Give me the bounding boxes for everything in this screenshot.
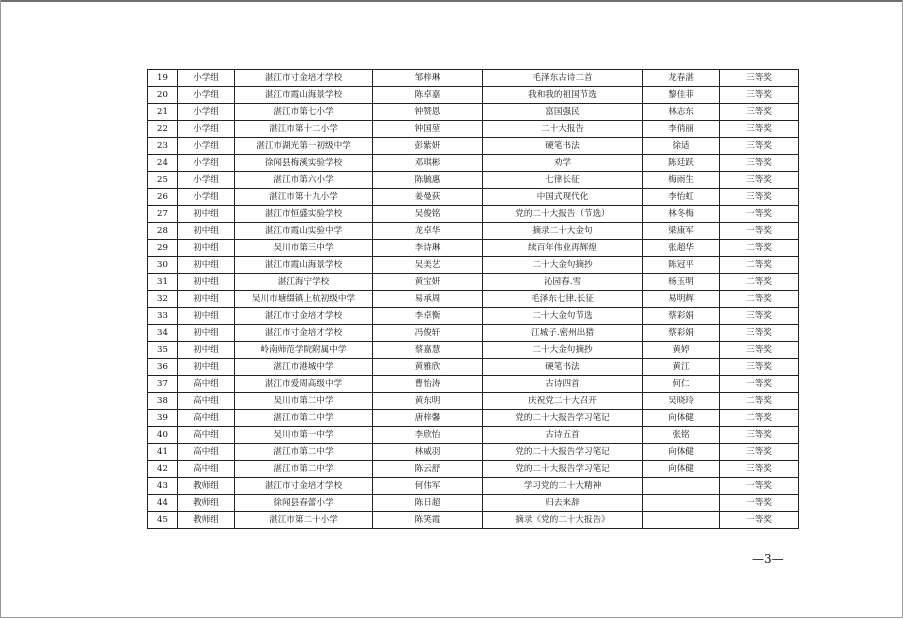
- cell-teacher-name: 吴晓玲: [643, 393, 720, 410]
- cell-school: 湛江市第十九小学: [235, 189, 373, 206]
- cell-group: 高中组: [178, 376, 235, 393]
- cell-group: 小学组: [178, 172, 235, 189]
- cell-group: 小学组: [178, 189, 235, 206]
- table-row: [148, 325, 799, 342]
- table-body: [148, 70, 799, 529]
- cell-row-index: 42: [148, 461, 178, 478]
- cell-award: 三等奖: [720, 308, 799, 325]
- cell-work-title: 二十大报告: [483, 121, 643, 138]
- cell-group: 初中组: [178, 257, 235, 274]
- cell-school: 徐闻县春蕾小学: [235, 495, 373, 512]
- cell-award: 三等奖: [720, 359, 799, 376]
- cell-award: 一等奖: [720, 495, 799, 512]
- cell-row-index: 19: [148, 70, 178, 87]
- table-row: [148, 444, 799, 461]
- cell-row-index: 29: [148, 240, 178, 257]
- cell-teacher-name: 张超华: [643, 240, 720, 257]
- cell-award: 三等奖: [720, 189, 799, 206]
- page-number: —3—: [752, 552, 784, 566]
- cell-student-name: 姜曼荻: [373, 189, 483, 206]
- cell-student-name: 唐梓馨: [373, 410, 483, 427]
- cell-school: 湛江市第二中学: [235, 410, 373, 427]
- cell-award: 三等奖: [720, 172, 799, 189]
- cell-school: 湛江市第七小学: [235, 104, 373, 121]
- table-row: [148, 87, 799, 104]
- table-row: [148, 495, 799, 512]
- cell-work-title: 硬笔书法: [483, 359, 643, 376]
- cell-award: 三等奖: [720, 138, 799, 155]
- cell-teacher-name: 张铭: [643, 427, 720, 444]
- cell-student-name: 吴美艺: [373, 257, 483, 274]
- cell-work-title: 我和我的祖国节选: [483, 87, 643, 104]
- cell-award: 三等奖: [720, 70, 799, 87]
- cell-school: 湛江市爱周高级中学: [235, 376, 373, 393]
- cell-work-title: 中国式现代化: [483, 189, 643, 206]
- cell-teacher-name: 梅雨生: [643, 172, 720, 189]
- cell-group: 高中组: [178, 444, 235, 461]
- cell-work-title: 古诗五首: [483, 427, 643, 444]
- cell-teacher-name: 易明辉: [643, 291, 720, 308]
- table-row: [148, 70, 799, 87]
- cell-student-name: 林威羽: [373, 444, 483, 461]
- table-row: [148, 308, 799, 325]
- table-row: [148, 359, 799, 376]
- cell-teacher-name: 林冬梅: [643, 206, 720, 223]
- cell-row-index: 27: [148, 206, 178, 223]
- table-row: [148, 121, 799, 138]
- cell-teacher-name: 陈冠平: [643, 257, 720, 274]
- cell-group: 小学组: [178, 70, 235, 87]
- cell-work-title: 毛泽东七律.长征: [483, 291, 643, 308]
- cell-award: 二等奖: [720, 240, 799, 257]
- cell-student-name: 钟国堃: [373, 121, 483, 138]
- cell-work-title: 江城子.密州出猎: [483, 325, 643, 342]
- cell-work-title: 古诗四首: [483, 376, 643, 393]
- cell-group: 小学组: [178, 138, 235, 155]
- cell-row-index: 43: [148, 478, 178, 495]
- cell-student-name: 黄东明: [373, 393, 483, 410]
- cell-work-title: 学习党的二十大精神: [483, 478, 643, 495]
- cell-teacher-name: 何仁: [643, 376, 720, 393]
- cell-student-name: 蔡嘉慧: [373, 342, 483, 359]
- cell-group: 教师组: [178, 478, 235, 495]
- cell-work-title: 二十大金句节选: [483, 308, 643, 325]
- cell-teacher-name: 梁康军: [643, 223, 720, 240]
- cell-teacher-name: [643, 495, 720, 512]
- cell-award: 一等奖: [720, 376, 799, 393]
- cell-group: 教师组: [178, 512, 235, 529]
- cell-award: 一等奖: [720, 206, 799, 223]
- cell-student-name: 陈笑霞: [373, 512, 483, 529]
- cell-award: 三等奖: [720, 87, 799, 104]
- cell-school: 湛江市湖光第一初级中学: [235, 138, 373, 155]
- cell-award: 三等奖: [720, 427, 799, 444]
- cell-student-name: 陈毓惠: [373, 172, 483, 189]
- cell-group: 初中组: [178, 206, 235, 223]
- cell-work-title: 硬笔书法: [483, 138, 643, 155]
- cell-work-title: 党的二十大报告（节选）: [483, 206, 643, 223]
- cell-student-name: 彭紫妍: [373, 138, 483, 155]
- cell-group: 初中组: [178, 274, 235, 291]
- cell-row-index: 33: [148, 308, 178, 325]
- cell-school: 湛江市霞山海景学校: [235, 87, 373, 104]
- cell-award: 三等奖: [720, 155, 799, 172]
- cell-work-title: 毛泽东古诗二首: [483, 70, 643, 87]
- cell-work-title: 归去来辞: [483, 495, 643, 512]
- table-row: [148, 410, 799, 427]
- table-row: [148, 223, 799, 240]
- cell-student-name: 冯俊轩: [373, 325, 483, 342]
- table-row: [148, 478, 799, 495]
- cell-teacher-name: 向体健: [643, 461, 720, 478]
- cell-school: 吴川市第二中学: [235, 393, 373, 410]
- cell-student-name: 陈云舒: [373, 461, 483, 478]
- cell-work-title: 劝学: [483, 155, 643, 172]
- cell-school: 湛江市寸金培才学校: [235, 325, 373, 342]
- cell-row-index: 40: [148, 427, 178, 444]
- cell-row-index: 22: [148, 121, 178, 138]
- cell-group: 初中组: [178, 223, 235, 240]
- cell-school: 湛江市寸金培才学校: [235, 70, 373, 87]
- cell-student-name: 邹梓琳: [373, 70, 483, 87]
- cell-row-index: 31: [148, 274, 178, 291]
- cell-student-name: 李诗琳: [373, 240, 483, 257]
- cell-school: 湛江市港城中学: [235, 359, 373, 376]
- cell-row-index: 37: [148, 376, 178, 393]
- cell-teacher-name: 徐适: [643, 138, 720, 155]
- cell-award: 一等奖: [720, 223, 799, 240]
- cell-row-index: 24: [148, 155, 178, 172]
- cell-row-index: 26: [148, 189, 178, 206]
- table-row: [148, 461, 799, 478]
- cell-school: 湛江市第二中学: [235, 461, 373, 478]
- cell-work-title: 摘录二十大金句: [483, 223, 643, 240]
- cell-award: 二等奖: [720, 274, 799, 291]
- cell-school: 湛江海宁学校: [235, 274, 373, 291]
- cell-work-title: 党的二十大报告学习笔记: [483, 410, 643, 427]
- table-row: [148, 512, 799, 529]
- cell-group: 高中组: [178, 410, 235, 427]
- cell-group: 初中组: [178, 291, 235, 308]
- cell-row-index: 32: [148, 291, 178, 308]
- cell-teacher-name: 蔡彩娟: [643, 308, 720, 325]
- cell-award: 三等奖: [720, 461, 799, 478]
- cell-school: 湛江市霞山实验中学: [235, 223, 373, 240]
- cell-student-name: 黄雅欣: [373, 359, 483, 376]
- cell-school: 湛江市第十二小学: [235, 121, 373, 138]
- cell-teacher-name: 向体健: [643, 410, 720, 427]
- cell-award: 三等奖: [720, 342, 799, 359]
- table-row: [148, 240, 799, 257]
- cell-work-title: 二十大金句摘抄: [483, 257, 643, 274]
- cell-school: 湛江市第二中学: [235, 444, 373, 461]
- cell-award: 三等奖: [720, 104, 799, 121]
- cell-row-index: 35: [148, 342, 178, 359]
- cell-award: 二等奖: [720, 257, 799, 274]
- cell-teacher-name: 向体健: [643, 444, 720, 461]
- cell-group: 初中组: [178, 325, 235, 342]
- cell-student-name: 邓琪彬: [373, 155, 483, 172]
- table-row: [148, 274, 799, 291]
- cell-group: 初中组: [178, 240, 235, 257]
- cell-row-index: 41: [148, 444, 178, 461]
- cell-award: 一等奖: [720, 512, 799, 529]
- cell-row-index: 23: [148, 138, 178, 155]
- cell-group: 小学组: [178, 104, 235, 121]
- table-row: [148, 104, 799, 121]
- cell-work-title: 党的二十大报告学习笔记: [483, 444, 643, 461]
- cell-group: 小学组: [178, 121, 235, 138]
- cell-work-title: 七律长征: [483, 172, 643, 189]
- table-row: [148, 138, 799, 155]
- cell-work-title: 二十大金句摘抄: [483, 342, 643, 359]
- table-row: [148, 342, 799, 359]
- cell-award: 二等奖: [720, 291, 799, 308]
- cell-row-index: 38: [148, 393, 178, 410]
- cell-row-index: 30: [148, 257, 178, 274]
- cell-group: 初中组: [178, 359, 235, 376]
- cell-row-index: 28: [148, 223, 178, 240]
- table-row: [148, 172, 799, 189]
- cell-group: 初中组: [178, 342, 235, 359]
- cell-teacher-name: 黄婷: [643, 342, 720, 359]
- cell-school: 吴川市塘缀镇上杭初级中学: [235, 291, 373, 308]
- cell-school: 湛江市第二十小学: [235, 512, 373, 529]
- cell-award: 一等奖: [720, 478, 799, 495]
- cell-work-title: 富国强民: [483, 104, 643, 121]
- cell-work-title: 党的二十大报告学习笔记: [483, 461, 643, 478]
- cell-student-name: 钟赞恩: [373, 104, 483, 121]
- cell-teacher-name: 李俏丽: [643, 121, 720, 138]
- cell-work-title: 沁园春.雪: [483, 274, 643, 291]
- cell-group: 初中组: [178, 308, 235, 325]
- cell-row-index: 44: [148, 495, 178, 512]
- cell-school: 湛江市第六小学: [235, 172, 373, 189]
- cell-teacher-name: 林志东: [643, 104, 720, 121]
- cell-group: 小学组: [178, 155, 235, 172]
- cell-row-index: 36: [148, 359, 178, 376]
- table-row: [148, 206, 799, 223]
- cell-school: 岭南师范学院附属中学: [235, 342, 373, 359]
- cell-student-name: 李卓衡: [373, 308, 483, 325]
- cell-award: 三等奖: [720, 444, 799, 461]
- cell-row-index: 39: [148, 410, 178, 427]
- cell-teacher-name: 杨玉明: [643, 274, 720, 291]
- cell-school: 湛江市霞山海景学校: [235, 257, 373, 274]
- table-row: [148, 257, 799, 274]
- cell-row-index: 20: [148, 87, 178, 104]
- cell-work-title: 摘录《党的二十大报告》: [483, 512, 643, 529]
- cell-school: 徐闻县梅溪实验学校: [235, 155, 373, 172]
- cell-school: 吴川市第三中学: [235, 240, 373, 257]
- cell-student-name: 曹怡涛: [373, 376, 483, 393]
- table-row: [148, 393, 799, 410]
- cell-work-title: 续百年伟业再辉煌: [483, 240, 643, 257]
- cell-school: 吴川市第一中学: [235, 427, 373, 444]
- cell-school: 湛江市恒盛实验学校: [235, 206, 373, 223]
- cell-teacher-name: 李怡虹: [643, 189, 720, 206]
- cell-group: 高中组: [178, 427, 235, 444]
- cell-award: 二等奖: [720, 393, 799, 410]
- cell-teacher-name: 陈廷跃: [643, 155, 720, 172]
- cell-teacher-name: 黎佳菲: [643, 87, 720, 104]
- table-row: [148, 155, 799, 172]
- awards-table: [147, 69, 799, 529]
- cell-group: 教师组: [178, 495, 235, 512]
- cell-award: 三等奖: [720, 325, 799, 342]
- cell-teacher-name: [643, 512, 720, 529]
- cell-award: 二等奖: [720, 410, 799, 427]
- cell-teacher-name: 蔡彩娟: [643, 325, 720, 342]
- cell-student-name: 何伟军: [373, 478, 483, 495]
- cell-student-name: 陈日超: [373, 495, 483, 512]
- table-row: [148, 291, 799, 308]
- cell-row-index: 25: [148, 172, 178, 189]
- cell-teacher-name: 黄江: [643, 359, 720, 376]
- cell-row-index: 45: [148, 512, 178, 529]
- table-row: [148, 189, 799, 206]
- cell-student-name: 陈卓嘉: [373, 87, 483, 104]
- cell-teacher-name: [643, 478, 720, 495]
- table-row: [148, 376, 799, 393]
- cell-student-name: 吴俊铭: [373, 206, 483, 223]
- cell-group: 高中组: [178, 461, 235, 478]
- cell-student-name: 黄宝妍: [373, 274, 483, 291]
- cell-student-name: 李欣怡: [373, 427, 483, 444]
- cell-school: 湛江市寸金培才学校: [235, 478, 373, 495]
- cell-student-name: 易承周: [373, 291, 483, 308]
- cell-row-index: 34: [148, 325, 178, 342]
- cell-teacher-name: 龙春湛: [643, 70, 720, 87]
- cell-group: 高中组: [178, 393, 235, 410]
- table-row: [148, 427, 799, 444]
- cell-row-index: 21: [148, 104, 178, 121]
- cell-group: 小学组: [178, 87, 235, 104]
- cell-award: 三等奖: [720, 121, 799, 138]
- cell-school: 湛江市寸金培才学校: [235, 308, 373, 325]
- cell-work-title: 庆祝党二十大召开: [483, 393, 643, 410]
- cell-student-name: 龙卓华: [373, 223, 483, 240]
